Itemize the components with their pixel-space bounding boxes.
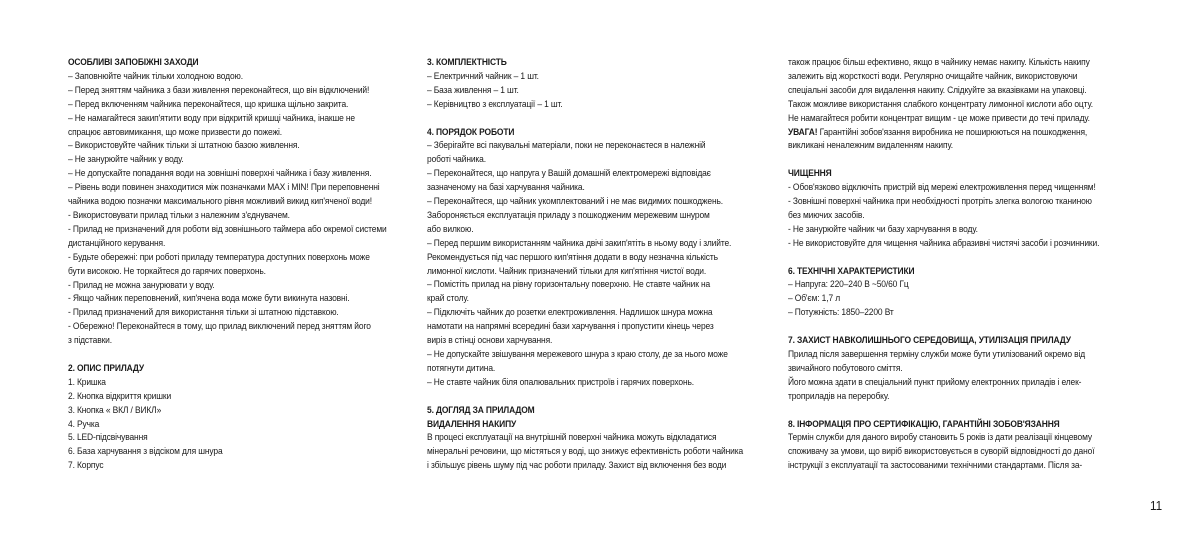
list-item: – Не допускайте звішування мережевого шнура з краю столу, де за нього може потягнути дитина. — [427, 349, 728, 374]
certification-heading: 8. ІНФОРМАЦІЯ ПРО СЕРТИФІКАЦІЮ, ГАРАНТІЙНІ ЗОБОВ'ЯЗАННЯ — [788, 418, 1060, 430]
environment-section — [788, 334, 1152, 404]
list-item: 6. База харчування з відсіком для шнура — [68, 446, 223, 458]
text-line: - Прилад не призначений для роботи від зовнішнього таймера або окремої системи — [68, 223, 387, 235]
operation-section — [427, 126, 775, 390]
safety-list — [68, 70, 401, 209]
text-line: також працює більш ефективно, якщо в чайнику немає накипу. Кількість накипу — [788, 57, 1090, 68]
list-item: – Перед першим використанням чайника двічі закип'ятіть в ньому воду і злийте. Рекомендується під час першого кип'ятіння додати в воду незначна кількість лимонної кислоти. Чайник призначений тільки для кип'ятіння чистої води. — [427, 237, 732, 277]
page-number: 11 — [1150, 498, 1163, 513]
safety-notes — [68, 209, 401, 348]
cleaning-section — [788, 167, 1152, 250]
text-line: - Не занурюйте чайник чи базу харчування в воду. — [788, 223, 978, 235]
specs-heading: 6. ТЕХНІЧНІ ХАРАКТЕРИСТИКИ — [788, 265, 915, 277]
list-item: – Не ставте чайник біля опалювальних пристроїв і гарячих поверхонь. — [427, 376, 694, 388]
operation-heading: 4. ПОРЯДОК РОБОТИ — [427, 126, 515, 138]
text-line: В процесі експлуатації на внутрішній поверхні чайника можуть відкладатися — [427, 432, 717, 444]
description-heading: 2. ОПИС ПРИЛАДУ — [68, 362, 145, 374]
text-line: - Прилад не можна занурювати у воду. — [68, 279, 215, 291]
text-line: мінеральні речовини, що містяться у воді, що знижує ефективність роботи чайника — [427, 446, 744, 458]
kit-heading: 3. КОМПЛЕКТНІСТЬ — [427, 57, 507, 68]
list-item: 7. Корпус — [68, 460, 104, 472]
cleaning-heading: ЧИЩЕННЯ — [788, 168, 832, 180]
list-item: – Заповнюйте чайник тільки холодною водою. — [68, 70, 243, 82]
list-item: – Помістіть прилад на рівну горизонтальну поверхню. Не ставте чайник на край столу. — [427, 279, 711, 305]
safety-section — [68, 56, 401, 348]
text-line: інструкції з експлуатації та застосованими технічними стандартами. Після за- — [788, 460, 1083, 472]
list-item: – Не допускайте попадання води на зовнішні поверхні чайника і базу живлення. — [68, 168, 372, 180]
list-item: – Зберігайте всі пакувальні матеріали, поки не переконаєтеся в належній роботі чайника. — [427, 140, 706, 166]
list-item: – Підключіть чайник до розетки електроживлення. Надлишок шнура можна намотати на напрямні всередині бази харчування і пропустити кінець через виріз в стінці основи харчування. — [427, 307, 714, 347]
text-line: споживачу за умови, що виріб використовується в суворій відповідності до даної — [788, 446, 1095, 458]
list-item: – Перед зняттям чайника з бази живлення переконайтеся, що він відключений! — [68, 84, 370, 96]
text-line: Його можна здати в спеціальний пункт прийому електронних приладів і елек- — [788, 376, 1082, 388]
text-line: Не намагайтеся робити концентрат вищим - це може привести до течі приладу. — [788, 112, 1090, 124]
column-middle — [427, 56, 775, 487]
text-line: - Обов'язково відключіть пристрій від мережі електроживлення перед чищенням! — [788, 182, 1096, 194]
list-item: 2. Кнопка відкриття кришки — [68, 390, 172, 402]
text-line: Термін служби для даного виробу становить 5 років із дати реалізації кінцевому — [788, 432, 1092, 444]
descale-continued — [788, 56, 1152, 153]
list-item: 4. Ручка — [68, 418, 100, 430]
list-item: 3. Кнопка « ВКЛ / ВИКЛ» — [68, 404, 162, 416]
safety-heading: ОСОБЛИВІ ЗАПОБІЖНІ ЗАХОДИ — [68, 57, 199, 68]
specs-section — [788, 265, 1152, 321]
description-section — [68, 362, 401, 473]
list-item: – Переконайтеся, що напруга у Вашій домашній електромережі відповідає зазначеному на базі харчування чайника. — [427, 168, 711, 194]
list-item: – Використовуйте чайник тільки зі штатною базою живлення. — [68, 140, 300, 152]
text-line: троприладів на переробку. — [788, 390, 890, 402]
list-item: – Перед включенням чайника переконайтеся, що кришка щільно закрита. — [68, 98, 349, 110]
text-line: - Використовувати прилад тільки з належним з'єднувачем. — [68, 209, 290, 221]
column-right — [788, 56, 1152, 487]
warning-label: УВАГА! — [788, 126, 818, 138]
certification-section — [788, 418, 1152, 474]
text-line: викликані неналежним видаленням накипу. — [788, 140, 953, 152]
list-item: – Об'єм: 1,7 л — [788, 293, 841, 305]
list-item: – Напруга: 220–240 В ~50/60 Гц — [788, 279, 909, 291]
list-item: – Рівень води повинен знаходитися між позначками MAX і MIN! При переповненні чайника водою позначки максимального рівня можливий викид кип'яченої води! — [68, 182, 380, 208]
descale-heading: ВИДАЛЕННЯ НАКИПУ — [427, 418, 517, 430]
text-line: спеціальні засоби для видалення накипу. Слідкуйте за вказівками на упаковці. — [788, 84, 1087, 96]
text-line: - Прилад призначений для використання тільки зі штатною підставкою. — [68, 307, 339, 319]
text-line: звичайного побутового сміття. — [788, 362, 903, 374]
text-line: - Зовнішні поверхні чайника при необхідності протріть злегка вологою тканиною — [788, 196, 1092, 208]
text-line: - Якщо чайник переповнений, кип'ячена вода може бути викинута назовні. — [68, 293, 350, 305]
list-item: – Керівництво з експлуатації – 1 шт. — [427, 98, 563, 110]
kit-section — [427, 56, 775, 112]
text-line: дистанційного керування. — [68, 237, 166, 249]
text-line: Також можливе використання слабкого концентрату лимонної кислоти або оцту. — [788, 98, 1093, 110]
text-line: - Не використовуйте для чищення чайника абразивні чистячі засоби і розчинники. — [788, 237, 1100, 249]
text-line: - Обережно! Переконайтеся в тому, що прилад виключений перед зняттям його — [68, 321, 371, 333]
list-item: – Потужність: 1850–2200 Вт — [788, 307, 894, 319]
list-item: – Переконайтеся, що чайник укомплектований і не має видимих пошкоджень. Забороняється експлуатація приладу з пошкодженим мережевим шнуром або вилкою. — [427, 196, 723, 235]
text-line: бути високою. Не торкайтеся до гарячих поверхонь. — [68, 265, 266, 277]
environment-heading: 7. ЗАХИСТ НАВКОЛИШНЬОГО СЕРЕДОВИЩА, УТИЛІЗАЦІЯ ПРИЛАДУ — [788, 335, 1071, 347]
text-line: без миючих засобів. — [788, 209, 865, 221]
warning-line: УВАГА! Гарантійні зобов'язання виробника не поширюються на пошкодження, — [788, 126, 1088, 138]
text-line: Прилад після завершення терміну служби може бути утилізований окремо від — [788, 348, 1086, 360]
care-heading: 5. ДОГЛЯД ЗА ПРИЛАДОМ — [427, 404, 535, 416]
text-line: і збільшує рівень шуму під час роботи приладу. Захист від включення без води — [427, 460, 727, 472]
text-line: залежить від жорсткості води. Регулярно очищайте чайник, використовуючи — [788, 70, 1078, 82]
text-line: з підставки. — [68, 335, 112, 347]
list-item: 1. Кришка — [68, 376, 106, 388]
list-item: – Не занурюйте чайник у воду. — [68, 154, 184, 166]
list-item: – База живлення – 1 шт. — [427, 84, 519, 96]
list-item: 5. LED-підсвічування — [68, 432, 148, 444]
text-line: - Будьте обережні: при роботі приладу температура доступних поверхонь може — [68, 251, 370, 263]
care-section — [427, 404, 775, 474]
list-item: – Не намагайтеся закип'ятити воду при відкритій кришці чайника, інакше не спрацює автовимикання, що може призвести до пожежі. — [68, 112, 355, 138]
list-item: – Електричний чайник – 1 шт. — [427, 70, 539, 82]
column-left — [68, 56, 401, 487]
